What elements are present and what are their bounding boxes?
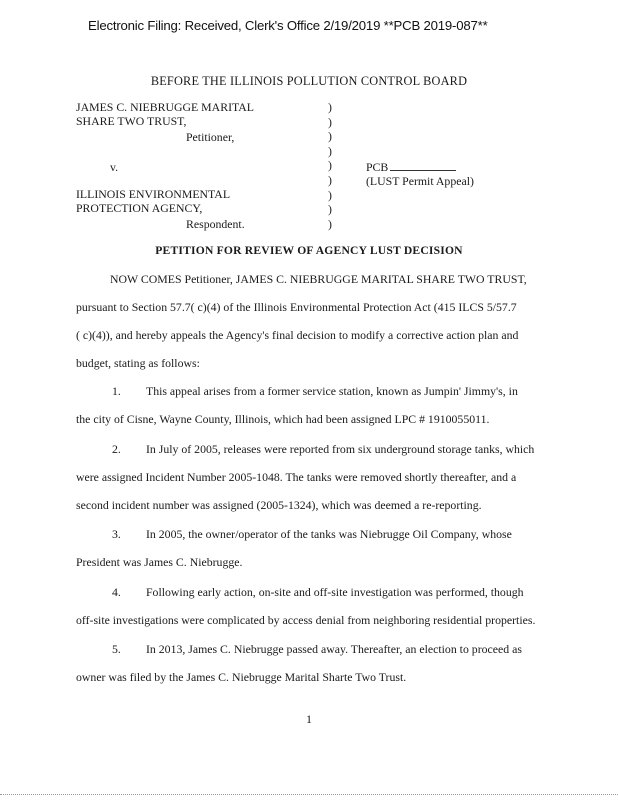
paragraph-text: owner was filed by the James C. Niebrugge Marital Sharte Two Trust. xyxy=(76,670,407,684)
paragraph-text: In 2005, the owner/operator of the tanks was Niebrugge Oil Company, whose xyxy=(146,527,512,541)
paragraph-number: 4. xyxy=(112,585,121,599)
case-number-block xyxy=(366,160,474,188)
pcb-label: PCB xyxy=(366,160,389,174)
versus: v. xyxy=(110,160,119,174)
petitioner-role: Petitioner, xyxy=(186,130,235,144)
paragraph-text: In July of 2005, releases were reported from six underground storage tanks, which xyxy=(146,442,535,456)
intro-line: NOW COMES Petitioner, JAMES C. NIEBRUGGE MARITAL SHARE TWO TRUST, xyxy=(110,272,527,286)
paragraph-number: 2. xyxy=(112,442,121,456)
pcb-number-blank xyxy=(390,160,456,171)
page-number: 1 xyxy=(306,712,312,726)
paragraph-number: 5. xyxy=(112,642,121,656)
intro-line: pursuant to Section 57.7( c)(4) of the Illinois Environmental Protection Act (415 ILCS 5/57.7 xyxy=(76,300,517,314)
paragraph-text: were assigned Incident Number 2005-1048. The tanks were removed shortly thereafter, and a xyxy=(76,470,517,484)
electronic-filing-stamp: Electronic Filing: Received, Clerk's Office 2/19/2019 **PCB 2019-087** xyxy=(88,18,488,33)
paragraph-text: In 2013, James C. Niebrugge passed away. Thereafter, an election to proceed as xyxy=(146,642,522,656)
paragraph-text: President was James C. Niebrugge. xyxy=(76,555,243,569)
paragraph-text: This appeal arises from a former service station, known as Jumpin' Jimmy's, in xyxy=(146,384,518,398)
petitioner-name-line1: JAMES C. NIEBRUGGE MARITAL xyxy=(76,100,254,114)
intro-line: budget, stating as follows: xyxy=(76,356,200,370)
respondent-name-line1: ILLINOIS ENVIRONMENTAL xyxy=(76,187,231,201)
paragraph-text: second incident number was assigned (2005-1324), which was deemed a re-reporting. xyxy=(76,498,482,512)
paragraph-text: off-site investigations were complicated by access denial from neighboring residential properties. xyxy=(76,613,536,627)
petitioner-name-line2: SHARE TWO TRUST, xyxy=(76,114,187,128)
appeal-type: (LUST Permit Appeal) xyxy=(366,174,474,188)
paragraph-text: Following early action, on-site and off-site investigation was performed, though xyxy=(146,585,524,599)
board-title: BEFORE THE ILLINOIS POLLUTION CONTROL BOARD xyxy=(150,74,468,88)
respondent-role: Respondent. xyxy=(186,217,245,231)
paragraph-number: 1. xyxy=(112,384,121,398)
intro-line: ( c)(4)), and hereby appeals the Agency's final decision to modify a corrective action plan and xyxy=(76,328,519,342)
respondent-name-line2: PROTECTION AGENCY, xyxy=(76,201,203,215)
caption-parentheses: ) ) ) ) ) ) ) ) ) xyxy=(328,100,332,231)
petition-title: PETITION FOR REVIEW OF AGENCY LUST DECISION xyxy=(155,244,463,257)
paragraph-text: the city of Cisne, Wayne County, Illinois, which had been assigned LPC # 1910055011. xyxy=(76,412,490,426)
paragraph-number: 3. xyxy=(112,527,121,541)
scan-edge-rule xyxy=(0,794,618,797)
